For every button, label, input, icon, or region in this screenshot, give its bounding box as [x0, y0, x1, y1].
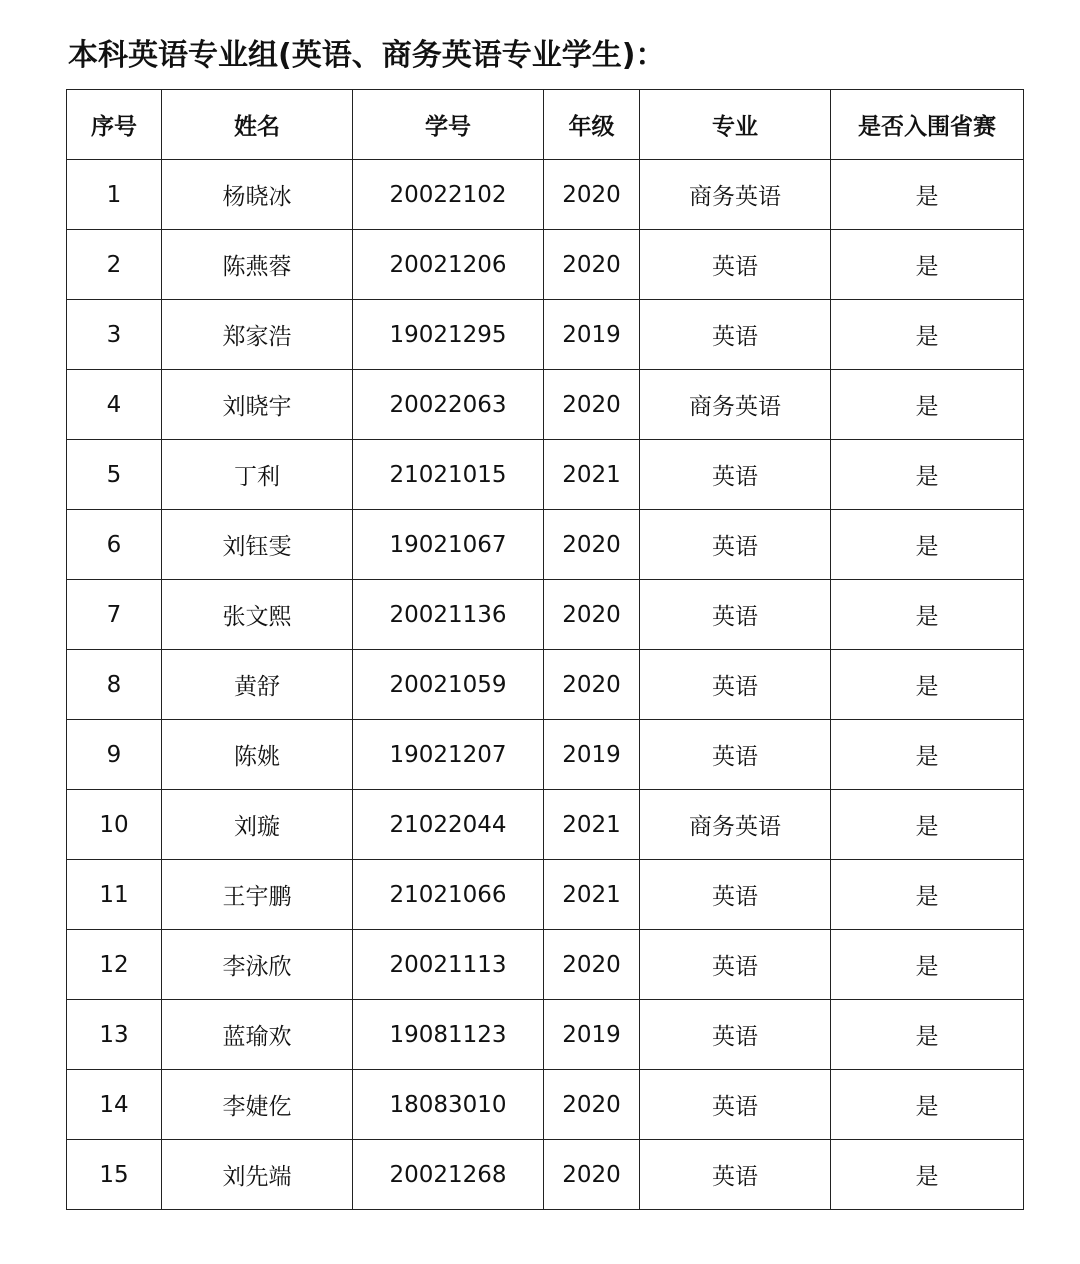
- index-cell: 3: [67, 300, 162, 370]
- table-row: [67, 1140, 1024, 1210]
- qualified-cell: 是: [831, 580, 1024, 650]
- table-row: [67, 230, 1024, 300]
- student-id-cell: 20021113: [353, 930, 544, 1000]
- grade-cell: 2021: [544, 860, 640, 930]
- name-cell: 黄舒: [162, 650, 353, 720]
- name-cell: 刘先端: [162, 1140, 353, 1210]
- qualified-cell: 是: [831, 1070, 1024, 1140]
- table-row: [67, 160, 1024, 230]
- index-cell: 1: [67, 160, 162, 230]
- qualified-cell: 是: [831, 1000, 1024, 1070]
- name-cell: 李婕仡: [162, 1070, 353, 1140]
- index-cell: 10: [67, 790, 162, 860]
- name-cell: 王宇鹏: [162, 860, 353, 930]
- qualified-cell: 是: [831, 370, 1024, 440]
- grade-cell: 2020: [544, 510, 640, 580]
- table-row: [67, 580, 1024, 650]
- header-cell-qualified: 是否入围省赛: [831, 90, 1024, 160]
- index-cell: 12: [67, 930, 162, 1000]
- name-cell: 李泳欣: [162, 930, 353, 1000]
- table-header: [67, 90, 1024, 160]
- table-row: [67, 930, 1024, 1000]
- major-cell: 英语: [640, 1070, 831, 1140]
- index-cell: 5: [67, 440, 162, 510]
- qualified-cell: 是: [831, 720, 1024, 790]
- student-id-cell: 18083010: [353, 1070, 544, 1140]
- major-cell: 英语: [640, 650, 831, 720]
- student-id-cell: 19021067: [353, 510, 544, 580]
- table-row: [67, 510, 1024, 580]
- qualified-cell: 是: [831, 510, 1024, 580]
- grade-cell: 2020: [544, 370, 640, 440]
- major-cell: 英语: [640, 230, 831, 300]
- table-row: [67, 1070, 1024, 1140]
- major-cell: 英语: [640, 510, 831, 580]
- index-cell: 14: [67, 1070, 162, 1140]
- qualified-cell: 是: [831, 1140, 1024, 1210]
- name-cell: 陈姚: [162, 720, 353, 790]
- qualified-cell: 是: [831, 790, 1024, 860]
- page-title: 本科英语专业组(英语、商务英语专业学生)：: [68, 38, 666, 73]
- student-id-cell: 19081123: [353, 1000, 544, 1070]
- student-id-cell: 20021206: [353, 230, 544, 300]
- name-cell: 蓝瑜欢: [162, 1000, 353, 1070]
- header-cell-name: 姓名: [162, 90, 353, 160]
- index-cell: 4: [67, 370, 162, 440]
- name-cell: 陈燕蓉: [162, 230, 353, 300]
- grade-cell: 2020: [544, 160, 640, 230]
- student-id-cell: 20021059: [353, 650, 544, 720]
- table-row: [67, 790, 1024, 860]
- name-cell: 郑家浩: [162, 300, 353, 370]
- index-cell: 11: [67, 860, 162, 930]
- table-body: [67, 160, 1024, 1210]
- name-cell: 张文熙: [162, 580, 353, 650]
- index-cell: 6: [67, 510, 162, 580]
- qualified-cell: 是: [831, 300, 1024, 370]
- student-id-cell: 20021136: [353, 580, 544, 650]
- grade-cell: 2019: [544, 300, 640, 370]
- grade-cell: 2020: [544, 930, 640, 1000]
- major-cell: 英语: [640, 930, 831, 1000]
- student-id-cell: 21021015: [353, 440, 544, 510]
- major-cell: 商务英语: [640, 790, 831, 860]
- major-cell: 英语: [640, 720, 831, 790]
- student-id-cell: 20022063: [353, 370, 544, 440]
- major-cell: 商务英语: [640, 160, 831, 230]
- table-row: [67, 650, 1024, 720]
- student-id-cell: 20021268: [353, 1140, 544, 1210]
- major-cell: 英语: [640, 1140, 831, 1210]
- index-cell: 2: [67, 230, 162, 300]
- table-row: [67, 300, 1024, 370]
- header-cell-major: 专业: [640, 90, 831, 160]
- major-cell: 英语: [640, 440, 831, 510]
- table-row: [67, 860, 1024, 930]
- grade-cell: 2020: [544, 580, 640, 650]
- header-cell-index: 序号: [67, 90, 162, 160]
- grade-cell: 2019: [544, 1000, 640, 1070]
- qualified-cell: 是: [831, 860, 1024, 930]
- roster-table: [66, 89, 1024, 1210]
- qualified-cell: 是: [831, 930, 1024, 1000]
- qualified-cell: 是: [831, 650, 1024, 720]
- student-id-cell: 19021207: [353, 720, 544, 790]
- major-cell: 英语: [640, 1000, 831, 1070]
- grade-cell: 2020: [544, 1070, 640, 1140]
- name-cell: 刘钰雯: [162, 510, 353, 580]
- index-cell: 13: [67, 1000, 162, 1070]
- name-cell: 刘晓宇: [162, 370, 353, 440]
- grade-cell: 2020: [544, 1140, 640, 1210]
- index-cell: 9: [67, 720, 162, 790]
- grade-cell: 2021: [544, 790, 640, 860]
- student-id-cell: 21022044: [353, 790, 544, 860]
- name-cell: 丁利: [162, 440, 353, 510]
- index-cell: 15: [67, 1140, 162, 1210]
- grade-cell: 2020: [544, 650, 640, 720]
- grade-cell: 2021: [544, 440, 640, 510]
- student-id-cell: 19021295: [353, 300, 544, 370]
- qualified-cell: 是: [831, 160, 1024, 230]
- grade-cell: 2019: [544, 720, 640, 790]
- name-cell: 刘璇: [162, 790, 353, 860]
- table-row: [67, 440, 1024, 510]
- major-cell: 商务英语: [640, 370, 831, 440]
- grade-cell: 2020: [544, 230, 640, 300]
- qualified-cell: 是: [831, 440, 1024, 510]
- major-cell: 英语: [640, 860, 831, 930]
- major-cell: 英语: [640, 580, 831, 650]
- name-cell: 杨晓冰: [162, 160, 353, 230]
- table-row: [67, 720, 1024, 790]
- major-cell: 英语: [640, 300, 831, 370]
- header-row: [67, 90, 1024, 160]
- qualified-cell: 是: [831, 230, 1024, 300]
- header-cell-student-id: 学号: [353, 90, 544, 160]
- student-id-cell: 21021066: [353, 860, 544, 930]
- table-row: [67, 1000, 1024, 1070]
- header-cell-grade: 年级: [544, 90, 640, 160]
- table-row: [67, 370, 1024, 440]
- student-id-cell: 20022102: [353, 160, 544, 230]
- index-cell: 7: [67, 580, 162, 650]
- index-cell: 8: [67, 650, 162, 720]
